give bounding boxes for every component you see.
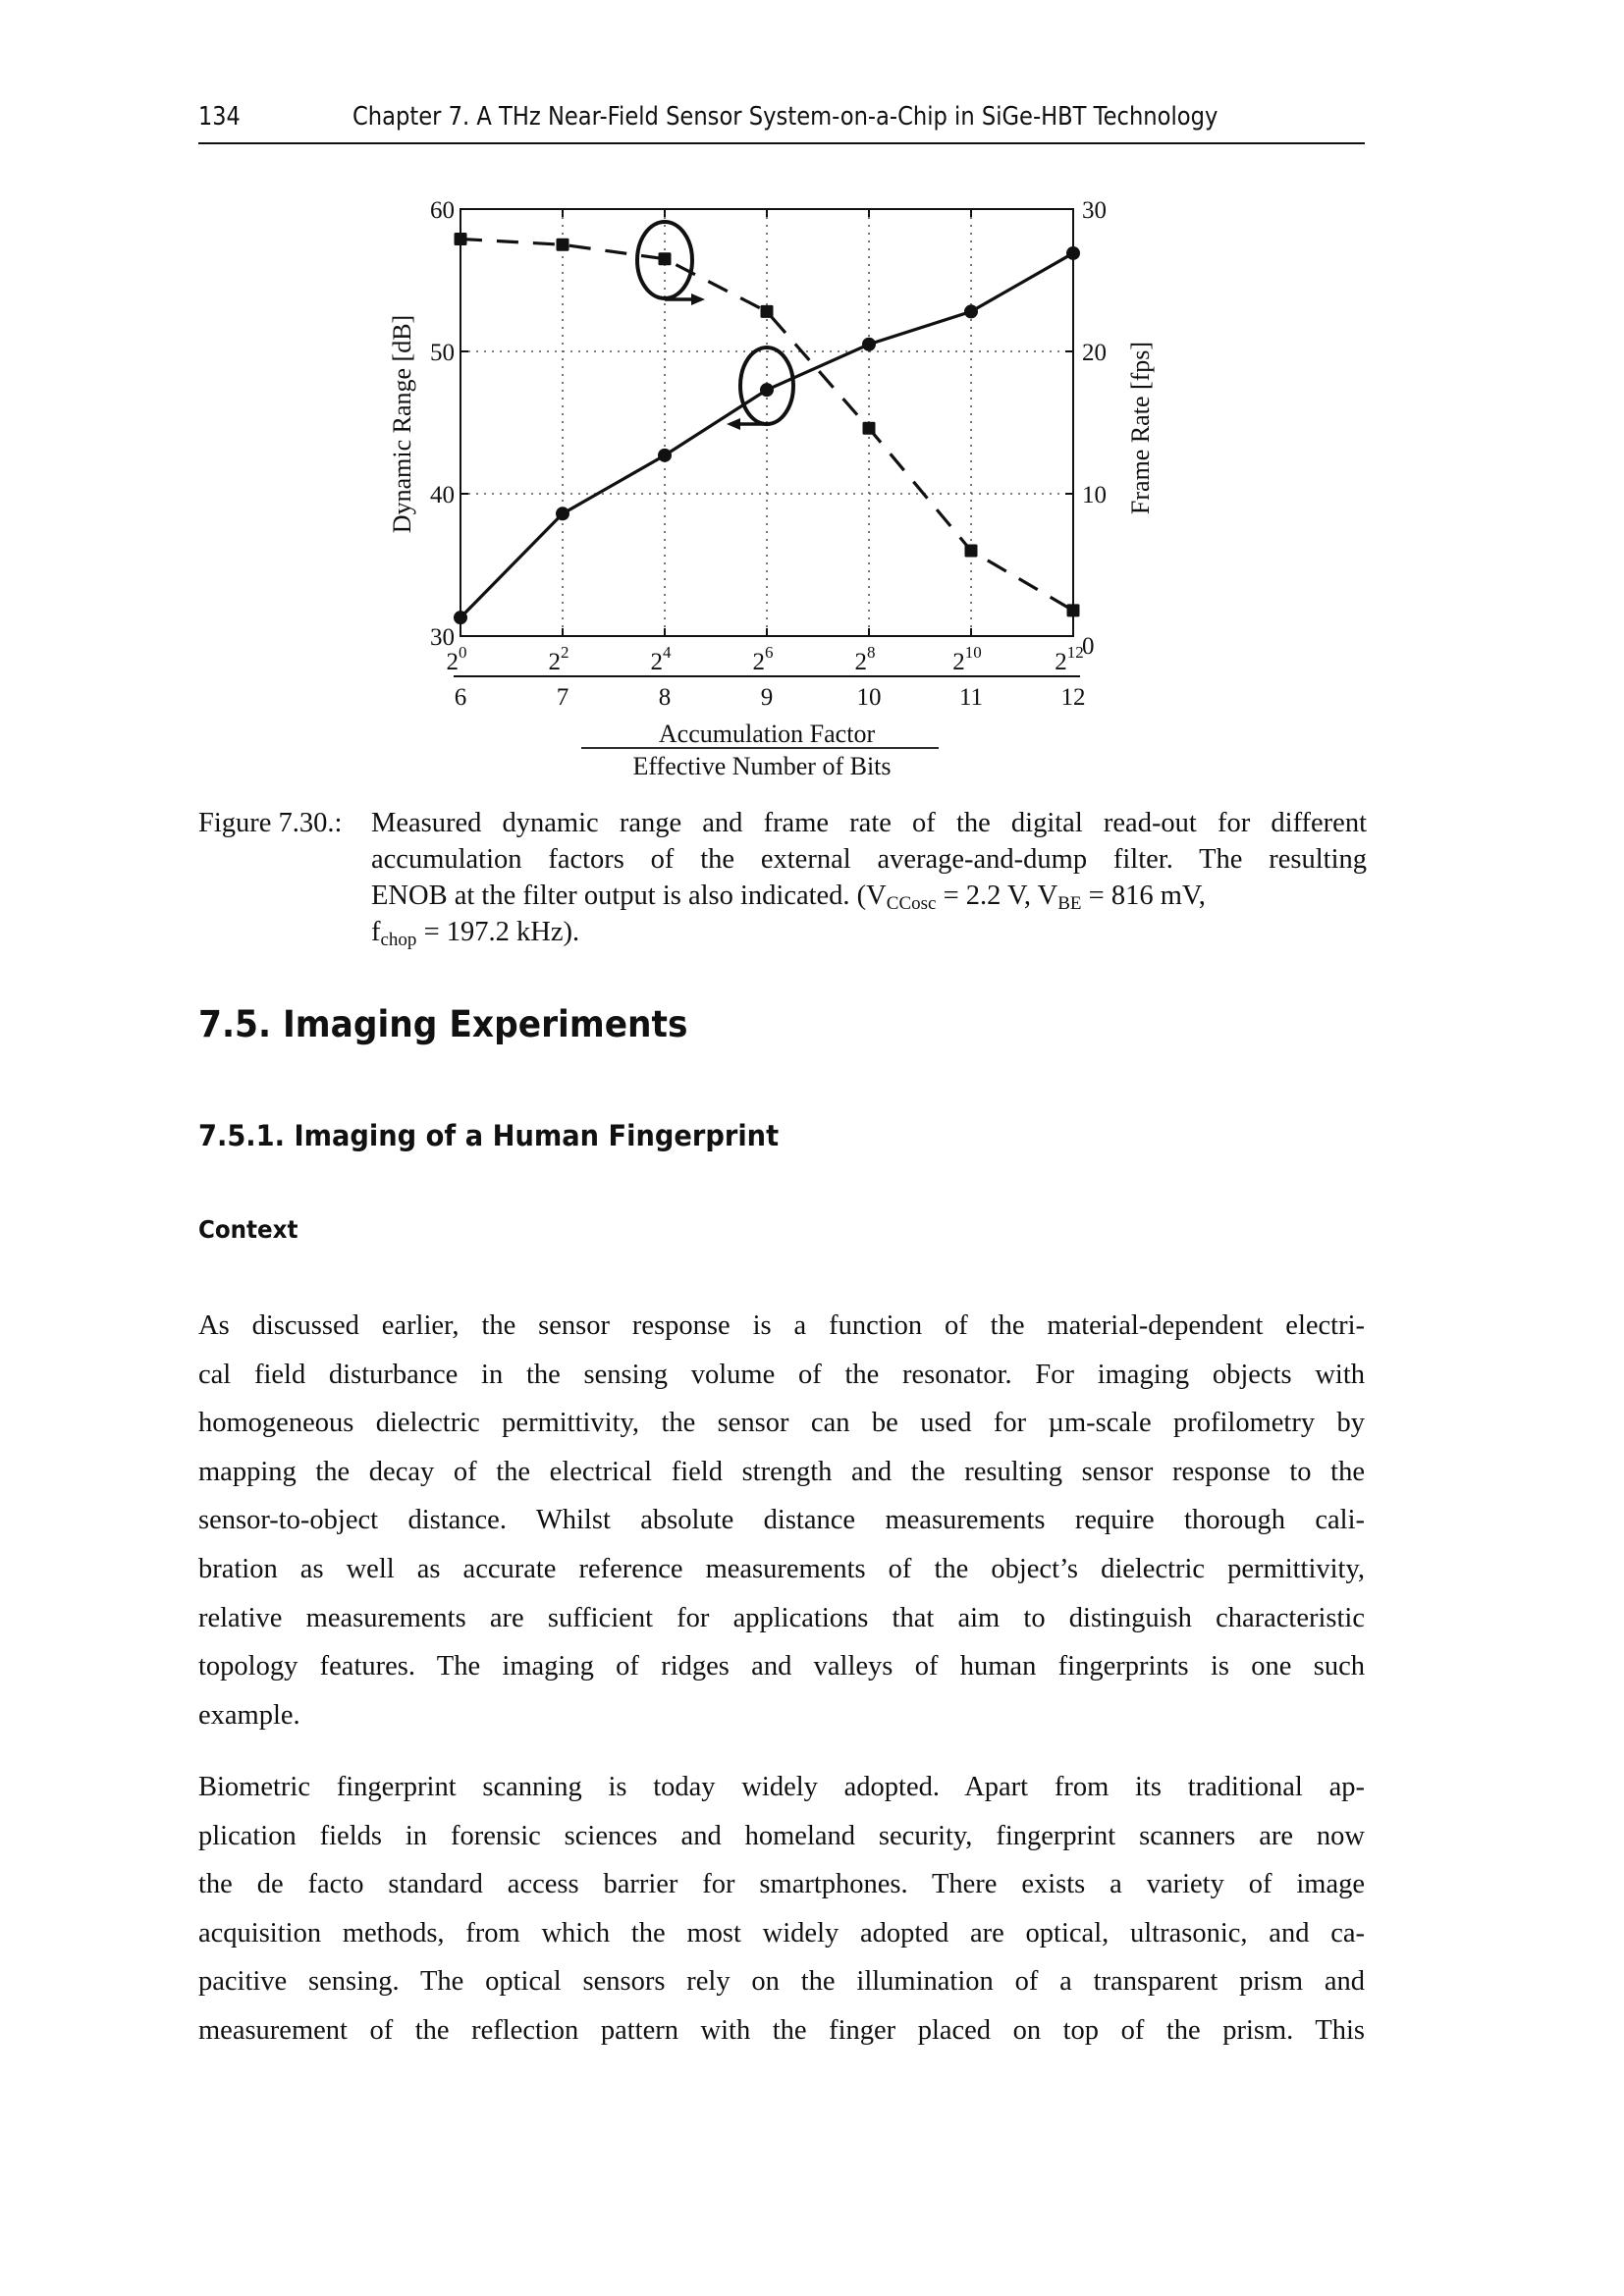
y-right-tick-label: 10: [1082, 482, 1107, 508]
x-tick-label-bottom: 7: [556, 684, 569, 711]
caption-text: = 197.2 kHz).: [416, 917, 580, 947]
paragraph-heading: Context: [198, 1215, 298, 1244]
x-tick-label-top: $2^4$: [650, 643, 672, 675]
text-line: measurement of the reflection pattern with the finger placed on top of the prism. This: [198, 2014, 1365, 2046]
square-marker-icon: [863, 422, 876, 435]
caption-line: Measured dynamic range and frame rate of the digital read-out for different: [371, 808, 1367, 838]
square-marker-icon: [761, 305, 774, 318]
caption-subscript: chop: [380, 930, 417, 950]
y-axis-right-ticks: [1065, 197, 1107, 660]
text-line: bration as well as accurate reference measurements of the object’s dielectric permittivity,: [198, 1553, 1365, 1584]
y-right-tick-label: 30: [1082, 197, 1107, 224]
square-marker-icon: [965, 545, 978, 558]
x-tick-label-bottom: 6: [454, 684, 467, 711]
y-tick-label: 30: [430, 624, 455, 651]
square-marker-icon: [659, 252, 672, 265]
x-tick-exponent: 12: [1066, 643, 1084, 662]
x-tick-label-top: $2^{10}$: [952, 643, 982, 675]
running-header-title: Chapter 7. A THz Near-Field Sensor System-on-a-Chip in SiGe-HBT Technology: [352, 102, 1218, 132]
text-line: plication fields in forensic sciences and homeland security, fingerprint scanners are now: [198, 1820, 1365, 1851]
square-marker-icon: [557, 239, 569, 251]
caption-text: f: [371, 917, 381, 947]
x-axis-label-bottom: Effective Number of Bits: [632, 752, 892, 780]
circle-marker-icon: [964, 304, 978, 318]
text-line: homogeneous dielectric permittivity, the sensor can be used for µm-scale profilometry by: [198, 1408, 1365, 1439]
x-tick-label-top: $2^8$: [854, 643, 876, 675]
circle-marker-icon: [556, 507, 569, 520]
square-marker-icon: [1067, 604, 1080, 616]
section-heading: 7.5. Imaging Experiments: [198, 1003, 688, 1045]
y-axis-label-left: Dynamic Range [dB]: [388, 314, 416, 534]
series-dynamic-range: [454, 246, 1080, 624]
text-line: cal field disturbance in the sensing volume of the resonator. For imaging objects with: [198, 1359, 1365, 1390]
x-tick-label-bottom: 8: [658, 684, 672, 711]
caption-line: [371, 914, 1367, 950]
circle-marker-icon: [454, 611, 467, 624]
caption-text: ENOB at the filter output is also indicated. (V: [371, 881, 887, 911]
circle-marker-icon: [862, 338, 876, 351]
text-line: acquisition methods, from which the most widely adopted are optical, ultrasonic, and ca-: [198, 1917, 1365, 1949]
x-tick-label-bottom: 9: [760, 684, 774, 711]
x-tick-exponent: 4: [663, 643, 672, 662]
y-right-tick-label: 0: [1082, 633, 1095, 660]
text-line: As discussed earlier, the sensor response is a function of the material-dependent electri-: [198, 1310, 1365, 1341]
text-line: sensor-to-object distance. Whilst absolute distance measurements require thorough cali-: [198, 1505, 1365, 1536]
x-axis-label-top: Accumulation Factor: [658, 720, 876, 748]
x-tick-label-top: $2^0$: [446, 643, 467, 675]
text-line: example.: [198, 1699, 300, 1731]
figure-chart: [0, 0, 1624, 815]
caption-subscript: BE: [1057, 893, 1082, 914]
square-marker-icon: [455, 233, 467, 245]
x-tick-label-top: $2^6$: [752, 643, 774, 675]
x-tick-exponent: 0: [459, 643, 467, 662]
x-tick-label-bottom: 11: [958, 684, 984, 711]
figure-label: Figure 7.30.:: [198, 808, 343, 838]
text-line: the de facto standard access barrier for smartphones. There exists a variety of image: [198, 1869, 1365, 1900]
circle-marker-icon: [1066, 246, 1080, 260]
text-line: topology features. The imaging of ridges and valleys of human fingerprints is one such: [198, 1651, 1365, 1682]
x-tick-exponent: 2: [561, 643, 569, 662]
ellipse-arrow-left-icon: [727, 347, 793, 430]
x-tick-exponent: 6: [765, 643, 774, 662]
body-paragraph: [198, 1302, 1365, 1739]
caption-text: = 816 mV,: [1081, 881, 1206, 911]
caption-text: = 2.2 V, V: [936, 881, 1058, 911]
circle-marker-icon: [658, 449, 672, 462]
text-line: Biometric fingerprint scanning is today widely adopted. Apart from its traditional ap-: [198, 1772, 1365, 1802]
caption-line: accumulation factors of the external average-and-dump filter. The resulting: [371, 844, 1367, 875]
circle-marker-icon: [760, 383, 774, 397]
body-paragraph: [198, 1763, 1365, 2056]
caption-subscript: CCosc: [886, 893, 937, 914]
y-right-tick-label: 20: [1082, 340, 1107, 366]
figure-caption: [198, 805, 1367, 950]
text-line: pacitive sensing. The optical sensors rely on the illumination of a transparent prism and: [198, 1966, 1365, 1998]
x-tick-label-bottom: 12: [1060, 684, 1086, 711]
x-tick-exponent: 8: [867, 643, 876, 662]
y-tick-label: 50: [430, 340, 455, 366]
x-tick-label-top: $2^{12}$: [1055, 643, 1084, 675]
x-tick-label-bottom: 10: [856, 684, 882, 711]
y-axis-left-ticks: [430, 197, 468, 651]
caption-line: [371, 878, 1367, 914]
x-tick-label-top: $2^2$: [548, 643, 569, 675]
page-number: 134: [198, 102, 241, 132]
y-axis-label-right: Frame Rate [fps]: [1126, 341, 1155, 515]
y-tick-label: 40: [430, 482, 455, 508]
y-tick-label: 60: [430, 197, 455, 224]
text-line: mapping the decay of the electrical field strength and the resulting sensor response to the: [198, 1456, 1365, 1487]
x-tick-exponent: 10: [964, 643, 982, 662]
text-line: relative measurements are sufficient for applications that aim to distinguish characteristic: [198, 1602, 1365, 1633]
subsection-heading: 7.5.1. Imaging of a Human Fingerprint: [198, 1119, 780, 1152]
